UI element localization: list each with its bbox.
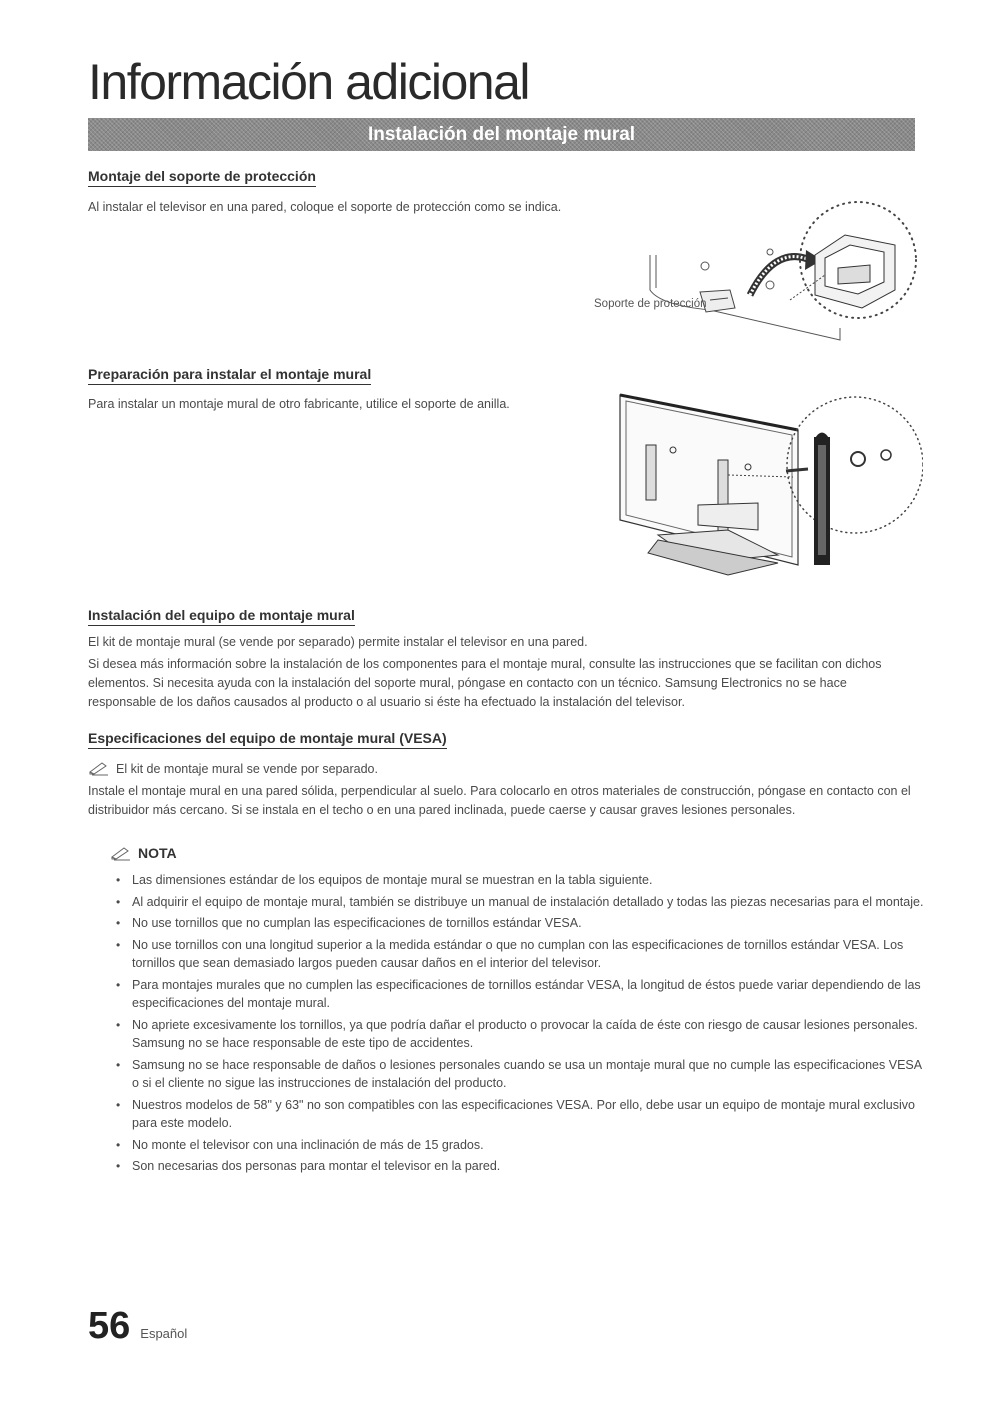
protection-bracket-label: Soporte de protección [594, 298, 707, 310]
list-item: • Al adquirir el equipo de montaje mural, también se distribuye un manual de instalación detallado y todas las piezas necesarias para el montaje. [116, 894, 924, 909]
protection-bracket-figure [594, 190, 920, 350]
section-banner [88, 118, 915, 151]
nota-heading [110, 845, 177, 861]
list-item: • No use tornillos que no cumplan las especificaciones de tornillos estándar VESA. [116, 916, 582, 930]
vesa-note-text: El kit de montaje mural se vende por separado. [116, 762, 378, 776]
page-footer [88, 1305, 187, 1348]
preparation-text: Para instalar un montaje mural de otro fabricante, utilice el soporte de anilla. [88, 397, 510, 411]
list-item: • No apriete excesivamente los tornillos, ya que podría dañar el producto o provocar la caída de éste con riesgo de causar lesiones personales. Samsung no se hace responsable de este tipo de accidentes. [116, 1017, 918, 1050]
kit-paragraph-1: El kit de montaje mural (se vende por separado) permite instalar el televisor en una pared. [88, 635, 588, 649]
kit-paragraph-2: Si desea más información sobre la instalación de los componentes para el montaje mural, consulte las instrucciones que se facilitan con dichos elementos. Si necesita ayuda con la instalación del soporte mural, póngase en contacto con un técnico. Samsung Electronics no se hace responsable de los daños causados al producto o al usuario si éste ha efectuado la instalación del televisor. [88, 657, 882, 709]
ring-bracket-figure [618, 385, 923, 585]
section-banner-title: Instalación del montaje mural [367, 123, 636, 145]
kit-heading: Instalación del equipo de montaje mural [88, 607, 355, 626]
nota-label: NOTA [138, 845, 177, 861]
protection-text: Al instalar el televisor en una pared, coloque el soporte de protección como se indica. [88, 200, 562, 214]
page-number: 56 [88, 1305, 131, 1347]
protection-heading: Montaje del soporte de protección [88, 168, 316, 187]
list-item: • Samsung no se hace responsable de daños o lesiones personales cuando se usa un montaje mural que no cumple las especificaciones VESA o si el cliente no sigue las instrucciones de instalación del producto. [116, 1057, 922, 1090]
list-item: • Son necesarias dos personas para montar el televisor en la pared. [116, 1159, 501, 1173]
list-item: • No use tornillos con una longitud superior a la medida estándar o que no cumplan con las especificaciones de tornillos estándar VESA. Los tornillos que sean demasiado largos pueden causar daños en el interior del televisor. [116, 937, 904, 970]
vesa-paragraph: Instale el montaje mural en una pared sólida, perpendicular al suelo. Para colocarlo en otros materiales de construcción, póngase en contacto con el distribuidor más cercano. Si se instala en el techo o en una pared inclinada, puede caerse y causar graves lesiones personales. [88, 784, 911, 817]
list-item: • Las dimensiones estándar de los equipos de montaje mural se muestran en la tabla siguiente. [116, 873, 653, 887]
vesa-heading: Especificaciones del equipo de montaje mural (VESA) [88, 730, 447, 749]
preparation-heading: Preparación para instalar el montaje mural [88, 366, 371, 385]
vesa-note [88, 760, 378, 779]
list-item: • No monte el televisor con una inclinación de más de 15 grados. [116, 1137, 484, 1152]
tv-ring-bracket-illustration [618, 385, 923, 585]
tv-back-bracket-illustration [600, 190, 920, 350]
page-title: Información adicional [88, 54, 529, 110]
page-language: Español [140, 1326, 188, 1341]
vesa-bullet-list [110, 871, 925, 1179]
note-pencil-icon [88, 760, 110, 776]
list-item: • Para montajes murales que no cumplen las especificaciones de tornillos estándar VESA, la longitud de éstos puede variar dependiendo de las especificaciones del montaje mural. [116, 977, 921, 1010]
list-item: • Nuestros modelos de 58" y 63" no son compatibles con las especificaciones VESA. Por ello, debe usar un equipo de montaje mural exclusivo para este modelo. [116, 1097, 915, 1130]
note-pencil-icon [110, 845, 132, 861]
